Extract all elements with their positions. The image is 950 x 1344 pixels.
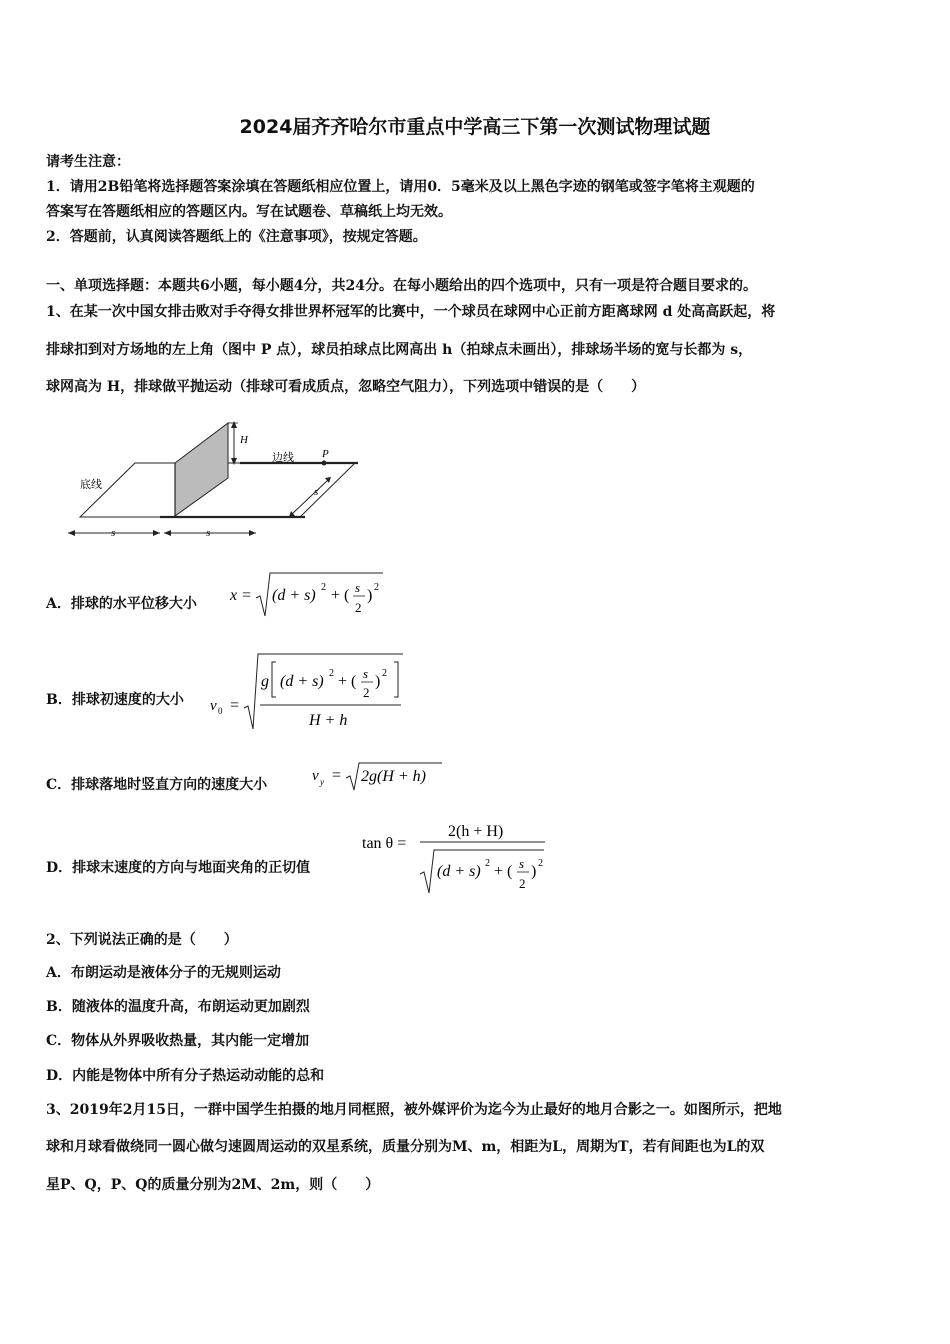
svg-text:s: s bbox=[355, 580, 361, 595]
q2-option-d: D．内能是物体中所有分子热运动动能的总和 bbox=[46, 1068, 325, 1084]
notice-item-1a: 1．请用2B铅笔将选择题答案涂填在答题纸相应位置上，请用0．5毫米及以上黑色字迹的钢笔或签字笔将主观题的 bbox=[46, 179, 755, 195]
svg-text:(d + s): (d + s) bbox=[272, 587, 316, 604]
svg-text:tan θ =: tan θ = bbox=[362, 835, 407, 852]
svg-text:(d + s): (d + s) bbox=[437, 863, 481, 880]
notice-item-1b: 答案写在答题纸相应的答题区内。写在试题卷、草稿纸上均无效。 bbox=[46, 204, 452, 220]
svg-text:2: 2 bbox=[485, 858, 490, 869]
q1-option-c: C．排球落地时竖直方向的速度大小 bbox=[46, 777, 268, 793]
point-P bbox=[322, 461, 327, 466]
svg-text:2: 2 bbox=[329, 668, 334, 679]
svg-text:2: 2 bbox=[538, 858, 543, 869]
svg-text:): ) bbox=[531, 863, 537, 880]
formula-a bbox=[228, 568, 398, 620]
q2-stem: 2、下列说法正确的是（ ） bbox=[46, 932, 238, 948]
svg-text:=: = bbox=[242, 587, 252, 604]
label-s-left: s bbox=[111, 527, 116, 539]
page-title: 2024届齐齐哈尔市重点中学高三下第一次测试物理试题 bbox=[239, 116, 711, 138]
q1-stem-line1: 1、在某一次中国女排击败对手夺得女排世界杯冠军的比赛中，一个球员在球网中心正前方距离球网 d 处高高跃起，将 bbox=[46, 304, 776, 320]
svg-text:): ) bbox=[375, 673, 381, 690]
svg-text:0: 0 bbox=[218, 706, 223, 716]
formula-c bbox=[310, 760, 460, 794]
svg-text:2: 2 bbox=[382, 668, 387, 679]
svg-text:): ) bbox=[367, 587, 373, 604]
volleyball-court-figure bbox=[60, 415, 370, 545]
notice-item-2: 2．答题前，认真阅读答题纸上的《注意事项》，按规定答题。 bbox=[46, 229, 427, 245]
svg-text:2: 2 bbox=[363, 685, 370, 700]
formula-b bbox=[208, 650, 408, 732]
svg-text:v: v bbox=[210, 698, 217, 714]
q3-stem-line2: 球和月球看做绕同一圆心做匀速圆周运动的双星系统，质量分别为M、m，相距为L，周期为T，若有间距也为L的双 bbox=[46, 1139, 765, 1155]
notice-heading: 请考生注意： bbox=[46, 154, 130, 170]
q1-option-a: A．排球的水平位移大小 bbox=[46, 596, 197, 612]
svg-text:(d + s): (d + s) bbox=[280, 673, 324, 690]
svg-text:y: y bbox=[320, 777, 324, 787]
svg-text:=: = bbox=[332, 767, 342, 784]
svg-text:s: s bbox=[363, 666, 369, 681]
q1-option-b: B．排球初速度的大小 bbox=[46, 692, 184, 708]
svg-text:H + h: H + h bbox=[309, 712, 348, 729]
formula-d bbox=[360, 818, 560, 898]
section-heading: 一、单项选择题：本题共6小题，每小题4分，共24分。在每小题给出的四个选项中，只有一项是符合题目要求的。 bbox=[46, 278, 757, 294]
svg-text:2: 2 bbox=[321, 582, 326, 593]
label-H: H bbox=[240, 434, 248, 446]
q3-stem-line1: 3、2019年2月15日，一群中国学生拍摄的地月同框照，被外媒评价为迄今为止最好的地月合影之一。如图所示，把地 bbox=[46, 1102, 782, 1118]
label-sideline: 边线 bbox=[272, 452, 294, 464]
q1-stem-line2: 排球扣到对方场地的左上角（图中 P 点），球员拍球点比网高出 h（拍球点未画出），排球场半场的宽与长都为 s， bbox=[46, 342, 753, 358]
svg-text:+ (: + ( bbox=[338, 673, 357, 690]
net bbox=[175, 423, 228, 516]
q3-stem-line3: 星P、Q，P、Q的质量分别为2M、2m，则（ ） bbox=[46, 1177, 380, 1193]
label-baseline: 底线 bbox=[80, 479, 102, 491]
label-s-width: s bbox=[314, 486, 319, 498]
svg-text:s: s bbox=[519, 856, 525, 871]
q2-option-b: B．随液体的温度升高，布朗运动更加剧烈 bbox=[46, 999, 310, 1015]
q2-option-c: C．物体从外界吸收热量，其内能一定增加 bbox=[46, 1033, 310, 1049]
svg-text:+ (: + ( bbox=[494, 863, 513, 880]
q1-stem-line3: 球网高为 H，排球做平抛运动（排球可看成质点，忽略空气阻力），下列选项中错误的是（ ） bbox=[46, 379, 646, 395]
width-arrow bbox=[292, 480, 328, 514]
label-s-right: s bbox=[206, 527, 211, 539]
svg-text:g: g bbox=[261, 673, 269, 690]
q2-option-a: A．布朗运动是液体分子的无规则运动 bbox=[46, 965, 281, 981]
svg-text:2: 2 bbox=[355, 600, 362, 615]
svg-text:+ (: + ( bbox=[331, 587, 350, 604]
svg-text:x: x bbox=[230, 587, 238, 604]
svg-text:2: 2 bbox=[519, 876, 526, 891]
svg-text:=: = bbox=[230, 697, 240, 714]
svg-text:2g(H + h): 2g(H + h) bbox=[361, 768, 427, 785]
svg-text:2(h + H): 2(h + H) bbox=[448, 823, 504, 840]
q1-option-d: D．排球末速度的方向与地面夹角的正切值 bbox=[46, 860, 311, 876]
label-P: P bbox=[322, 448, 329, 460]
svg-text:v: v bbox=[312, 768, 319, 784]
svg-text:2: 2 bbox=[374, 582, 379, 593]
